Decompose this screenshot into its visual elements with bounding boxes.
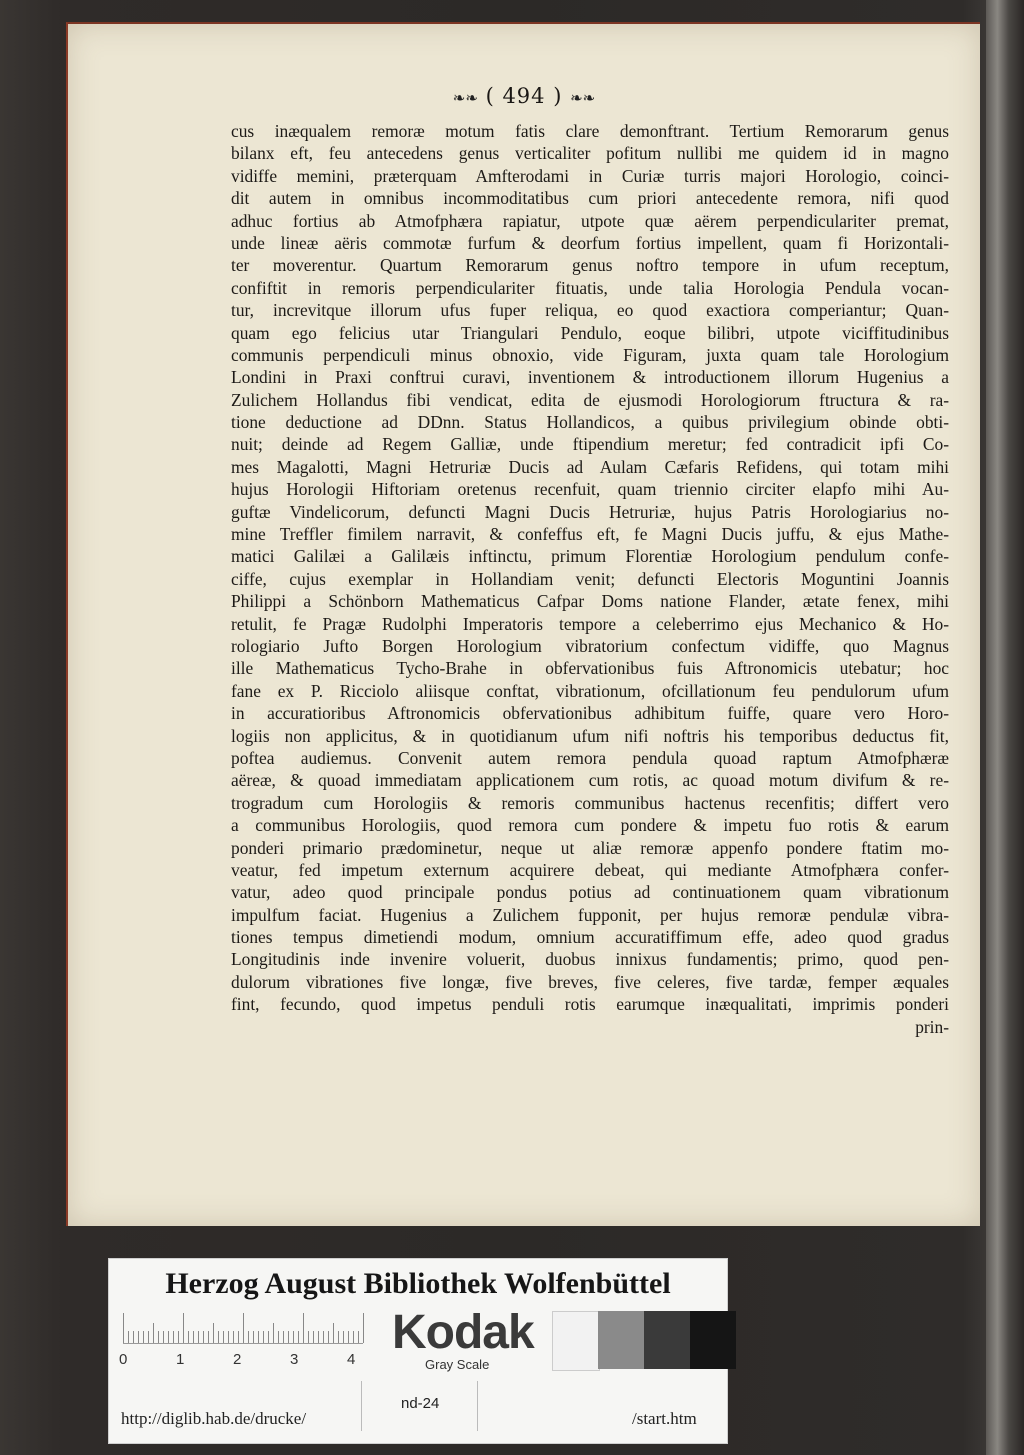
- ruler-tick: [343, 1331, 344, 1343]
- text-line: impulfum faciat. Hugenius a Zulichem fupponit, per hujus remoræ pendulæ vibra-: [231, 904, 949, 925]
- ruler-tick: [173, 1331, 174, 1343]
- text-line: Longitudinis inde invenire voluerit, duobus innixus fundamentis; primo, quod pen-: [231, 949, 949, 970]
- ruler-scale: [123, 1313, 363, 1344]
- ruler-tick: [143, 1331, 144, 1343]
- text-line: dit autem in omnibus incommoditatibus cum priori antecedente remora, nifi quod: [231, 188, 949, 209]
- ruler-tick: [303, 1313, 304, 1343]
- text-line: poftea audiemus. Convenit autem remora pendula quoad raptum Atmofphæræ: [231, 747, 949, 768]
- text-line: rologiario Jufto Borgen Horologium vibratorium confectum vidiffe, quo Magnus: [231, 635, 949, 656]
- ornament-right: ❧❧: [570, 89, 596, 107]
- gray-patch: [690, 1311, 736, 1369]
- url-suffix: /start.htm: [632, 1409, 697, 1428]
- gray-patch: [552, 1311, 600, 1371]
- ruler-tick: [258, 1331, 259, 1343]
- ruler-tick: [168, 1331, 169, 1343]
- text-line: tiones tempus dimetiendi modum, omnium accuratiffimum effe, adeo quod gradus: [231, 927, 949, 948]
- book-page: [66, 22, 980, 1226]
- text-line: Philippi a Schönborn Mathematicus Cafpar Doms natione Flander, ætate fenex, mihi: [231, 591, 949, 612]
- text-line: tione deductione ad DDnn. Status Hollandicos, a quibus privilegium obinde obti-: [231, 412, 949, 433]
- ruler-tick: [263, 1331, 264, 1343]
- ruler-tick: [278, 1331, 279, 1343]
- ruler-number: 1: [176, 1351, 185, 1368]
- ruler-tick: [338, 1331, 339, 1343]
- label-divider: [477, 1381, 478, 1431]
- library-label: [108, 1258, 728, 1444]
- gray-patch: [598, 1311, 644, 1369]
- text-line: aëreæ, & quoad immediatam applicationem cum rotis, ac quoad motum divifum & re-: [231, 770, 949, 791]
- ruler-tick: [148, 1331, 149, 1343]
- text-line: quam ego felicius utar Triangulari Pendulo, eoque bilibri, utpote viciffitudinibus: [231, 322, 949, 343]
- text-line: fint, fecundo, quod impetus penduli rotis earumque inæqualitati, imprimis ponderi: [231, 994, 949, 1015]
- url-shelfmark: nd-24: [401, 1395, 440, 1412]
- ruler-tick: [153, 1323, 154, 1343]
- ruler-tick: [208, 1331, 209, 1343]
- text-line: retulit, fe Pragæ Rudolphi Imperatoris tempore a celeberrimo ejus Mechanico & Ho-: [231, 613, 949, 634]
- url-prefix: http://diglib.hab.de/drucke/: [121, 1409, 307, 1428]
- text-line: mes Magalotti, Magni Hetruriæ Ducis ad Aulam Cæfaris Refidens, qui totam mihi: [231, 456, 949, 477]
- ruler-tick: [288, 1331, 289, 1343]
- ruler-tick: [323, 1331, 324, 1343]
- text-line: unde lineæ aëris commotæ furfum & deorfum fortius impellent, quam fi Horizontali-: [231, 232, 949, 253]
- page-body-text: [231, 120, 949, 1038]
- ruler-tick: [228, 1331, 229, 1343]
- text-line: matici Galilæi a Galilæis inftinctu, primum Florentiæ Horologium pendulum confe-: [231, 546, 949, 567]
- text-line: ille Mathematicus Tycho-Brahe in obfervationibus fuis Aftronomicis utebatur; hoc: [231, 658, 949, 679]
- gray-patch: [644, 1311, 690, 1369]
- ruler-tick: [138, 1331, 139, 1343]
- ruler-tick: [158, 1331, 159, 1343]
- text-line: communis perpendiculi minus obnoxio, vide Figuram, juxta quam tale Horologium: [231, 344, 949, 365]
- ruler-tick: [298, 1331, 299, 1343]
- text-line: ciffe, cujus exemplar in Hollandiam venit; defuncti Electoris Moguntini Joannis: [231, 568, 949, 589]
- ruler-tick: [253, 1331, 254, 1343]
- ruler-tick: [163, 1331, 164, 1343]
- ruler-tick: [308, 1331, 309, 1343]
- kodak-logo: Kodak: [392, 1306, 534, 1359]
- ruler-tick: [328, 1331, 329, 1343]
- ruler-number: 0: [119, 1351, 128, 1368]
- text-line: hujus Horologii Hiftoriam oretenus recenfuit, quam triennio circiter elapfo mihi Au-: [231, 479, 949, 500]
- text-line: nuit; deinde ad Regem Galliæ, unde ftipendium meretur; fed contradicit ipfi Co-: [231, 434, 949, 455]
- text-line: ponderi primario prædominetur, neque ut aliæ remoræ appenfo pondere ftatim mo-: [231, 837, 949, 858]
- text-line: guftæ Vindelicorum, defuncti Magni Ducis Hetruriæ, hujus Patris Horologiarius no-: [231, 501, 949, 522]
- ruler-tick: [273, 1323, 274, 1343]
- ruler-tick: [313, 1331, 314, 1343]
- text-line: vidiffe memini, præterquam Amfterodami in Curiæ turris majori Horologio, coinci-: [231, 165, 949, 186]
- ruler-tick: [233, 1331, 234, 1343]
- ruler-tick: [178, 1331, 179, 1343]
- text-line: cus inæqualem remoræ motum fatis clare demonftrant. Tertium Remorarum genus: [231, 121, 949, 141]
- text-line: trogradum cum Horologiis & remoris communibus hactenus recenfitis; differt vero: [231, 792, 949, 813]
- ruler-tick: [198, 1331, 199, 1343]
- ruler-tick: [123, 1313, 124, 1343]
- gray-scale-caption: Gray Scale: [425, 1357, 490, 1372]
- ruler-tick: [128, 1331, 129, 1343]
- ruler-tick: [283, 1331, 284, 1343]
- ruler-tick: [213, 1323, 214, 1343]
- ruler-tick: [223, 1331, 224, 1343]
- ruler-tick: [243, 1313, 244, 1343]
- ruler-tick: [218, 1331, 219, 1343]
- library-title: Herzog August Bibliothek Wolfenbüttel: [165, 1267, 671, 1300]
- ruler-tick: [248, 1331, 249, 1343]
- ruler-tick: [348, 1331, 349, 1343]
- label-divider: [361, 1381, 362, 1431]
- text-line: dulorum vibrationes five longæ, five breves, five celeres, five tardæ, femper æquales: [231, 971, 949, 992]
- ruler-tick: [133, 1331, 134, 1343]
- ruler-numbers: [119, 1351, 369, 1371]
- text-line: in accuratioribus Aftronomicis obfervationibus adhibitum fuiffe, quare vero Horo-: [231, 703, 949, 724]
- ruler-tick: [318, 1331, 319, 1343]
- ruler-number: 3: [290, 1351, 299, 1368]
- text-line: fane ex P. Ricciolo aliisque conftat, vibrationum, ofcillationum feu pendulorum ufum: [231, 680, 949, 701]
- ruler-tick: [268, 1331, 269, 1343]
- text-line: Londini in Praxi conftrui curavi, inventionem & introductionem illorum Hugenius a: [231, 367, 949, 388]
- ruler-tick: [203, 1331, 204, 1343]
- ruler-tick: [363, 1313, 364, 1343]
- ornament-left: ❧❧: [452, 89, 478, 107]
- ruler-tick: [238, 1331, 239, 1343]
- text-line: tur, increvitque illorum ufus fuper reliqua, eo quod exactiora comperiantur; Quan-: [231, 300, 949, 321]
- book-edge: [986, 0, 1024, 1455]
- ruler-number: 2: [233, 1351, 242, 1368]
- ruler-tick: [333, 1323, 334, 1343]
- ruler-tick: [193, 1331, 194, 1343]
- text-line: vatur, adeo quod principale pondus potius ad continuationem quam vibrationum: [231, 882, 949, 903]
- text-line: veatur, fed impetum externum acquirere debeat, qui mediante Atmofphæra confer-: [231, 859, 949, 880]
- text-line: confiftit in remoris perpendiculariter fituatis, unde talia Horologia Pendula vocan-: [231, 277, 949, 298]
- ruler-tick: [293, 1331, 294, 1343]
- page-header: [68, 84, 980, 108]
- text-line: logiis non applicitus, & in quotidianum ufum nifi noftris his temporibus deductus fit,: [231, 725, 949, 746]
- text-line: adhuc fortius ab Atmofphæra rapiatur, utpote quæ aërem perpendiculariter premat,: [231, 210, 949, 231]
- ruler-number: 4: [347, 1351, 356, 1368]
- text-line: mine Treffler fimilem narravit, & confeffus eft, fe Magni Ducis juffu, & ejus Mathe-: [231, 524, 949, 545]
- text-line: bilanx eft, feu antecedens genus verticaliter pofitum nullibi me quidem id in magno: [231, 143, 949, 164]
- catchword: prin-: [915, 1016, 949, 1037]
- page-number: ( 494 ): [485, 84, 563, 108]
- ruler-tick: [183, 1313, 184, 1343]
- ruler-tick: [188, 1331, 189, 1343]
- text-line: ter moverentur. Quartum Remorarum genus noftro tempore in ufum receptum,: [231, 255, 949, 276]
- text-line: Zulichem Hollandus fibi vendicat, edita de ejusmodi Horologiorum ftructura & ra-: [231, 389, 949, 410]
- ruler-tick: [358, 1331, 359, 1343]
- text-line: a communibus Horologiis, quod remora cum pondere & impetu fuo rotis & earum: [231, 815, 949, 836]
- ruler-tick: [353, 1331, 354, 1343]
